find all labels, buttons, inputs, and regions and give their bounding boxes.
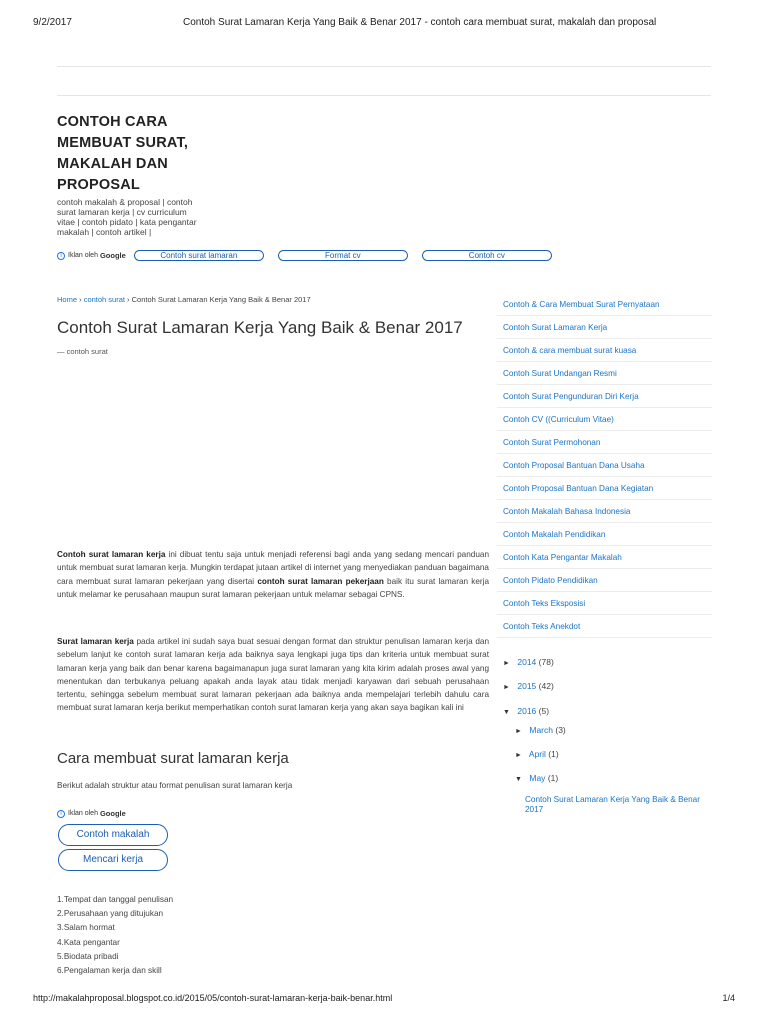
archive-year-link[interactable]: 2014	[517, 657, 537, 667]
archive-year-link[interactable]: 2015	[517, 681, 537, 691]
expand-arrow-icon[interactable]: ►	[515, 728, 522, 735]
sidebar-link[interactable]: Contoh Teks Anekdot	[497, 615, 712, 638]
blog-description: contoh makalah & proposal | contoh surat lamaran kerja | cv curriculum vitae | contoh pidato | kata pengantar makalah | contoh artikel |	[57, 197, 197, 237]
breadcrumb-category[interactable]: contoh surat	[83, 295, 125, 304]
list-item: 2.Perusahaan yang ditujukan	[57, 909, 164, 919]
archive-year-2015[interactable]	[503, 681, 554, 691]
post-paragraph-2	[57, 635, 489, 715]
archive-post-link[interactable]: Contoh Surat Lamaran Kerja Yang Baik & Benar 2017	[525, 795, 700, 814]
paragraph-text: pada artikel ini sudah saya buat sesuai dengan format dan struktur penulisan lamaran kerja dan sebelum lanjut ke contoh surat lamaran kerja ada baiknya saya lengkapi juga tips dan kriteria untuk membuat surat lamaran kerja yang baik dan benar karena bagaimanapun juga surat lamaran yang kita kirim adalah proses awal yang menentukan dan terbukanya peluang apakah anda layak atau tidak menjadi karyawan dari sebuah perusahaan tertentu, sehingga sebelum membuat surat lamaran pekerjaan ada baiknya anda mempelajari terlebih dahulu cara membuat surat lamaran kerja berikut memperhatikan contoh surat lamaran kerja yang akan saya bagikan kali ini	[57, 637, 490, 713]
archive-count: (78)	[538, 657, 554, 667]
expand-arrow-icon[interactable]: ►	[503, 684, 510, 691]
sidebar-link[interactable]: Contoh Pidato Pendidikan	[497, 569, 712, 592]
list-item: 6.Pengalaman kerja dan skill	[57, 966, 162, 976]
sidebar-link[interactable]: Contoh Teks Eksposisi	[497, 592, 712, 615]
archive-year-2016[interactable]	[503, 706, 549, 716]
divider	[57, 66, 711, 67]
sidebar-links	[497, 293, 712, 638]
ad-link-contoh-cv[interactable]: Contoh cv	[422, 250, 552, 261]
ad-badge[interactable]	[57, 251, 126, 260]
sidebar-link[interactable]: Contoh Surat Permohonan	[497, 431, 712, 454]
ad-link-contoh-makalah[interactable]: Contoh makalah	[58, 824, 168, 846]
expand-arrow-icon[interactable]: ►	[515, 752, 522, 759]
post-paragraph-1	[57, 548, 489, 601]
breadcrumb-current: Contoh Surat Lamaran Kerja Yang Baik & Benar 2017	[131, 295, 311, 304]
bold-keyword: Contoh surat lamaran kerja	[57, 550, 166, 559]
print-title: Contoh Surat Lamaran Kerja Yang Baik & Benar 2017 - contoh cara membuat surat, makalah dan proposal	[183, 17, 657, 28]
print-page-number: 1/4	[722, 993, 735, 1003]
sidebar-link[interactable]: Contoh CV ((Curriculum Vitae)	[497, 408, 712, 431]
list-item: 4.Kata pengantar	[57, 937, 120, 947]
sidebar-link[interactable]: Contoh Makalah Pendidikan	[497, 523, 712, 546]
info-icon: i	[57, 252, 65, 260]
print-url: http://makalahproposal.blogspot.co.id/2015/05/contoh-surat-lamaran-kerja-baik-benar.html	[33, 993, 393, 1003]
ad-link-format-cv[interactable]: Format cv	[278, 250, 408, 261]
post-title: Contoh Surat Lamaran Kerja Yang Baik & Benar 2017	[57, 318, 463, 337]
sidebar-link[interactable]: Contoh Makalah Bahasa Indonesia	[497, 500, 712, 523]
ad-badge-prefix: Iklan oleh	[68, 810, 98, 817]
breadcrumb-home[interactable]: Home	[57, 295, 78, 304]
sidebar-link[interactable]: Contoh Proposal Bantuan Dana Kegiatan	[497, 477, 712, 500]
sidebar-link[interactable]: Contoh Proposal Bantuan Dana Usaha	[497, 454, 712, 477]
archive-month-may[interactable]	[515, 773, 558, 783]
collapse-arrow-icon[interactable]: ▼	[515, 776, 522, 783]
print-header	[33, 17, 735, 28]
ad-badge-prefix: Iklan oleh	[68, 252, 98, 259]
bold-keyword: Surat lamaran kerja	[57, 637, 134, 646]
archive-count: (5)	[538, 706, 550, 716]
list-item: 1.Tempat dan tanggal penulisan	[57, 895, 174, 904]
archive-count: (42)	[538, 681, 554, 691]
archive-month-march[interactable]	[515, 725, 566, 735]
ad-badge[interactable]	[57, 809, 126, 818]
ad-link-contoh-surat-lamaran[interactable]: Contoh surat lamaran	[134, 250, 264, 261]
ad-badge-brand: Google	[99, 251, 126, 260]
bold-keyword: contoh surat lamaran pekerjaan	[257, 576, 384, 586]
ad-badge-brand: Google	[99, 809, 126, 818]
sidebar-link[interactable]: Contoh Surat Pengunduran Diri Kerja	[497, 385, 712, 408]
info-icon: i	[57, 810, 65, 818]
divider	[57, 95, 711, 96]
archive-count: (1)	[548, 749, 559, 759]
archive-count: (1)	[547, 773, 559, 783]
sidebar-link[interactable]: Contoh & Cara Membuat Surat Pernyataan	[497, 293, 712, 316]
archive-month-april[interactable]	[515, 749, 559, 759]
section-intro: Berikut adalah struktur atau format penulisan surat lamaran kerja	[57, 781, 293, 790]
sidebar-link[interactable]: Contoh Kata Pengantar Makalah	[497, 546, 712, 569]
breadcrumb: Home › contoh surat › Contoh Surat Lamaran Kerja Yang Baik & Benar 2017	[57, 295, 311, 304]
sidebar-link[interactable]: Contoh Surat Lamaran Kerja	[497, 316, 712, 339]
list-item: 3.Salam hormat	[57, 923, 115, 933]
print-footer	[33, 993, 735, 1003]
archive-month-link[interactable]: April	[528, 749, 546, 759]
sidebar-link[interactable]: Contoh Surat Undangan Resmi	[497, 362, 712, 385]
paragraph-text: baik itu surat lamaran kerja untuk melamar ke perusahaan maupun surat lamaran pekerjaan untuk melamar sebagai CPNS.	[57, 576, 490, 599]
sidebar-link[interactable]: Contoh & cara membuat surat kuasa	[497, 339, 712, 362]
archive-year-link[interactable]: 2016	[517, 706, 537, 716]
print-date: 9/2/2017	[33, 17, 72, 28]
archive-year-2014[interactable]	[503, 657, 554, 667]
archive-month-link[interactable]: May	[529, 773, 546, 783]
archive-month-link[interactable]: March	[529, 725, 553, 735]
expand-arrow-icon[interactable]: ►	[503, 660, 510, 667]
paragraph-text: ini dibuat tentu saja untuk menjadi referensi bagi anda yang sedang mencari panduan untuk membuat surat lamaran kerja. Mungkin terdapat jutaan artikel di internet yang menyediakan panduan bagaimana cara membuat surat lamaran pekerjaan yang disertai	[57, 550, 489, 586]
structure-list	[57, 893, 173, 978]
blog-title[interactable]: CONTOH CARA MEMBUAT SURAT, MAKALAH DAN PROPOSAL	[57, 114, 189, 193]
ad-links-top	[57, 250, 566, 261]
post-label[interactable]: — contoh surat	[57, 347, 108, 356]
collapse-arrow-icon[interactable]: ▼	[503, 709, 510, 716]
list-item: 5.Biodata pribadi	[57, 951, 119, 961]
archive-count: (3)	[555, 725, 566, 735]
ad-link-mencari-kerja[interactable]: Mencari kerja	[58, 849, 168, 871]
section-heading: Cara membuat surat lamaran kerja	[57, 750, 289, 767]
